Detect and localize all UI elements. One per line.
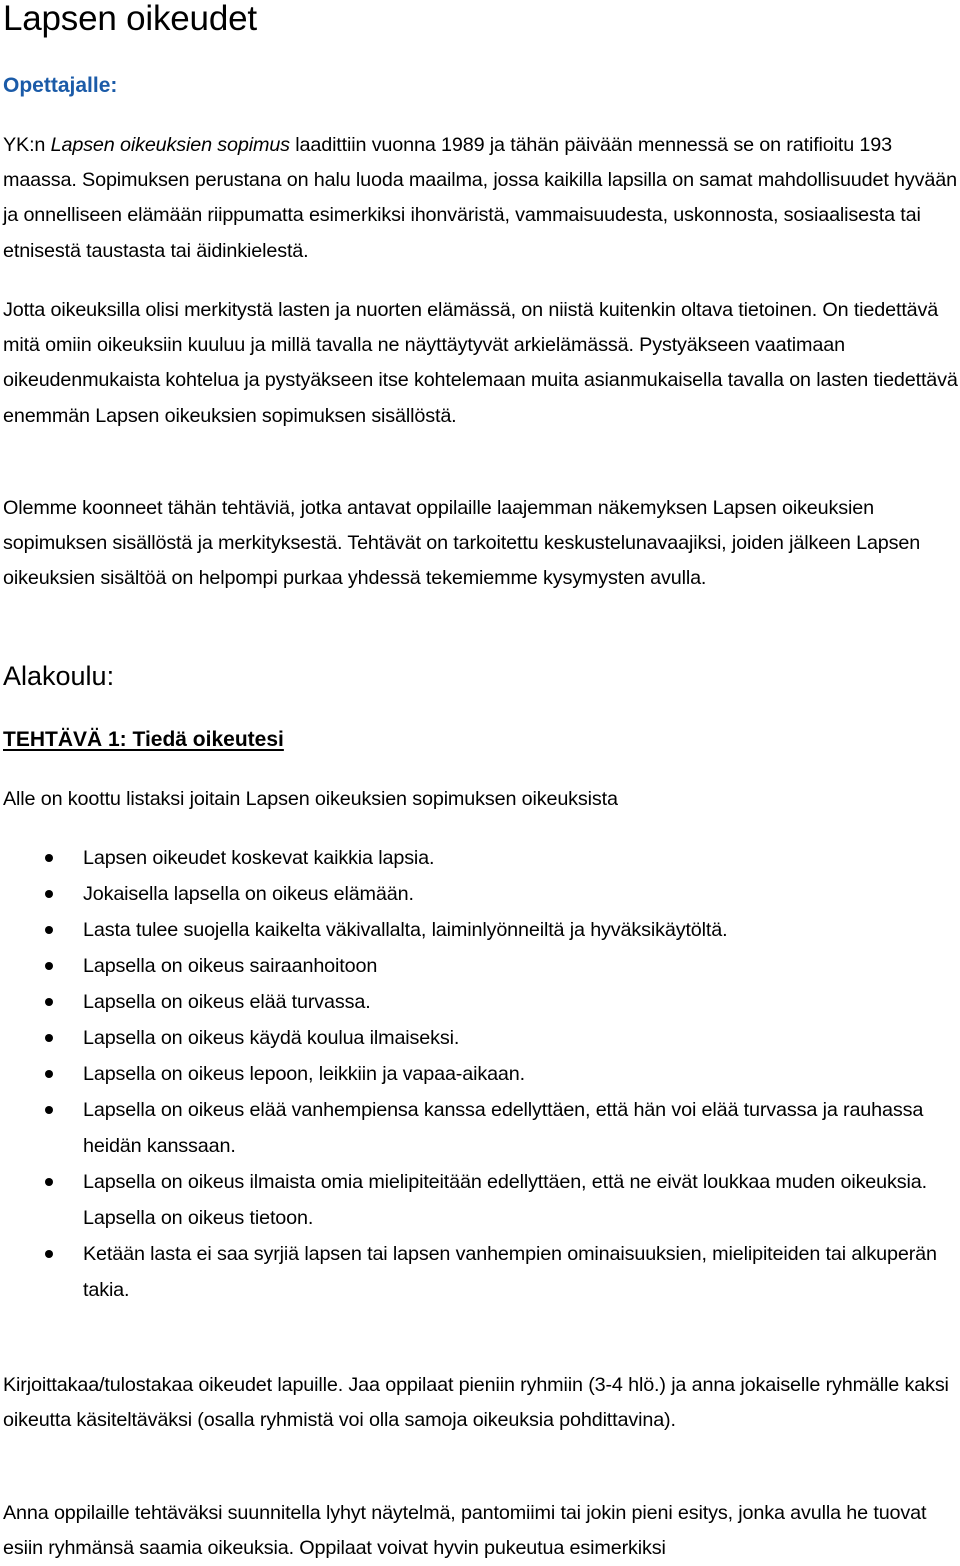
intro-rest: laadittiin vuonna 1989 ja tähän päivään mennessä se on ratifioitu 193 maassa. Sopimuksen perustana on halu luoda maailma, jossa kaikilla lapsilla on samat mahdollisuudet hyvään ja onnelliseen elämään riippumatta esimerkiksi ihonväristä, vammaisuudesta, uskonnosta, sosiaalisesta tai etnisestä taustasta tai äidinkielestä. bbox=[3, 134, 957, 262]
intro-paragraph bbox=[3, 128, 958, 269]
intro-italic-title: Lapsen oikeuksien sopimus bbox=[50, 134, 290, 156]
bullet-icon bbox=[45, 1106, 53, 1114]
bullet-icon bbox=[45, 854, 53, 862]
primary-school-heading: Alakoulu: bbox=[3, 661, 115, 691]
list-item: Lapsen oikeudet koskevat kaikkia lapsia. bbox=[3, 840, 958, 876]
bullet-icon bbox=[45, 1070, 53, 1078]
list-item: Lapsella on oikeus elää vanhempiensa kanssa edellyttäen, että hän voi elää turvassa ja rauhassa heidän kanssaan. bbox=[3, 1092, 958, 1164]
teacher-heading: Opettajalle: bbox=[3, 74, 118, 97]
list-item: Lapsella on oikeus käydä koulua ilmaiseksi. bbox=[3, 1020, 958, 1056]
task-1-heading: TEHTÄVÄ 1: Tiedä oikeutesi bbox=[3, 728, 284, 751]
bullet-icon bbox=[45, 890, 53, 898]
bullet-icon bbox=[45, 1034, 53, 1042]
bullet-icon bbox=[45, 1250, 53, 1258]
list-item: Ketään lasta ei saa syrjiä lapsen tai lapsen vanhempien ominaisuuksien, mielipiteiden tai alkuperän takia. bbox=[3, 1236, 958, 1308]
document-title: Lapsen oikeudet bbox=[3, 0, 257, 38]
intro-prefix: YK:n bbox=[3, 134, 51, 156]
list-item: Lapsella on oikeus ilmaista omia mielipiteitään edellyttäen, että ne eivät loukkaa muden oikeuksia. Lapsella on oikeus tietoon. bbox=[3, 1164, 958, 1236]
instructions-paragraph-2: Anna oppilaille tehtäväksi suunnitella lyhyt näytelmä, pantomiimi tai jokin pieni esitys, jonka avulla he tuovat esiin ryhmänsä saamia oikeuksia. Oppilaat voivat hyvin pukeutua esimerkiksi bbox=[3, 1502, 927, 1560]
bullet-icon bbox=[45, 962, 53, 970]
bullet-icon bbox=[45, 998, 53, 1006]
awareness-paragraph: Jotta oikeuksilla olisi merkitystä lasten ja nuorten elämässä, on niistä kuitenkin oltava tietoinen. On tiedettävä mitä omiin oikeuksiin kuuluu ja millä tavalla ne näyttäytyvät arkielämässä. Pystyäkseen vaatimaan oikeudenmukaista kohtelua ja pystyäkseen itse kohtelemaan muita asianmukaisella tavalla on lasten tiedettävä enemmän Lapsen oikeuksien sopimuksen sisällöstä. bbox=[3, 299, 958, 427]
list-item: Lapsella on oikeus lepoon, leikkiin ja vapaa-aikaan. bbox=[3, 1056, 958, 1092]
bullet-icon bbox=[45, 926, 53, 934]
list-item: Lasta tulee suojella kaikelta väkivallalta, laiminlyönneiltä ja hyväksikäytöltä. bbox=[3, 912, 958, 948]
list-item: Lapsella on oikeus sairaanhoitoon bbox=[3, 948, 958, 984]
instructions-paragraph-1: Kirjoittakaa/tulostakaa oikeudet lapuille. Jaa oppilaat pieniin ryhmiin (3-4 hlö.) ja anna jokaiselle ryhmälle kaksi oikeutta käsiteltäväksi (osalla ryhmistä voi olla samoja oikeuksia pohdittavina). bbox=[3, 1374, 949, 1432]
rights-list bbox=[3, 840, 958, 1308]
tasks-paragraph: Olemme koonneet tähän tehtäviä, jotka antavat oppilaille laajemman näkemyksen Lapsen oikeuksien sopimuksen sisällöstä ja merkityksestä. Tehtävät on tarkoitettu keskustelunavaajiksi, joiden jälkeen Lapsen oikeuksien sisältöä on helpompi purkaa yhdessä tekemiemme kysymysten avulla. bbox=[3, 497, 921, 590]
list-item: Lapsella on oikeus elää turvassa. bbox=[3, 984, 958, 1020]
bullet-icon bbox=[45, 1178, 53, 1186]
list-item: Jokaisella lapsella on oikeus elämään. bbox=[3, 876, 958, 912]
task-intro: Alle on koottu listaksi joitain Lapsen oikeuksien sopimuksen oikeuksista bbox=[3, 788, 618, 810]
